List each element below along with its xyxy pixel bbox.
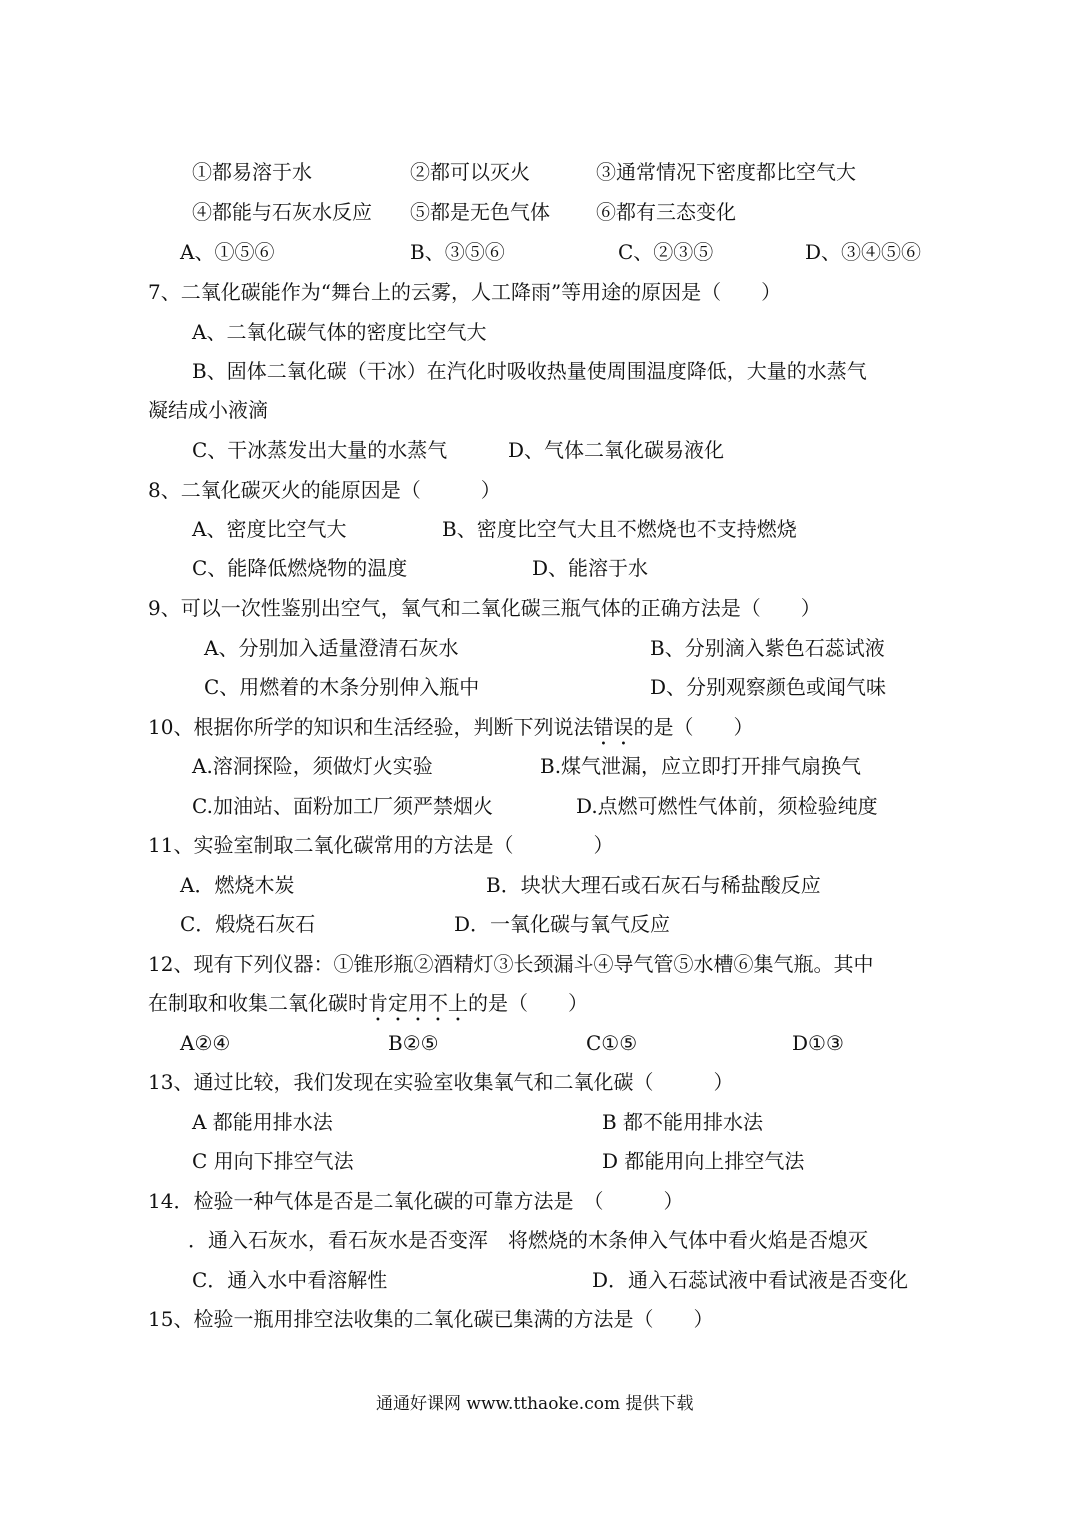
page-footer: 通通好课网 www.tthaoke.com 提供下载 [376, 1394, 694, 1414]
q10-option-c: C.加油站、面粉加工厂须严禁烟火 [192, 794, 493, 818]
q12-stem-line1: 12、现有下列仪器：①锥形瓶②酒精灯③长颈漏斗④导气管⑤水槽⑥集气瓶。其中 [148, 952, 874, 976]
q11-option-b: B．块状大理石或石灰石与稀盐酸反应 [486, 873, 821, 897]
q8-option-d: D、能溶于水 [532, 556, 649, 580]
q10-stem-post: 的是（ ） [633, 715, 754, 739]
q12-option-d: D①③ [792, 1031, 844, 1055]
q10-option-a: A.溶洞探险，须做灯火实验 [192, 754, 433, 778]
q12-stem-line2-post: 的是（ ） [468, 991, 588, 1015]
q13-options-cd [192, 1149, 912, 1173]
q12-option-b: B②⑤ [388, 1031, 439, 1055]
q6-options [180, 240, 940, 264]
q14-options-ab: ．通入石灰水，看石灰水是否变浑 将燃烧的木条伸入气体中看火焰是否熄灭 [188, 1228, 868, 1252]
q11-option-a: A．燃烧木炭 [180, 873, 295, 897]
q10-options-ab [192, 754, 912, 778]
q9-option-c: C、用燃着的木条分别伸入瓶中 [204, 675, 480, 699]
q13-option-c: C 用向下排空气法 [192, 1149, 354, 1173]
q9-option-b: B、分别滴入紫色石蕊试液 [650, 636, 885, 660]
q9-stem: 9、可以一次性鉴别出空气，氧气和二氧化碳三瓶气体的正确方法是（ ） [148, 596, 821, 620]
q12-option-c: C①⑤ [586, 1031, 638, 1055]
q10-stem-emphasis: 错误 [593, 715, 634, 739]
q6-option-d: D、③④⑤⑥ [805, 240, 922, 264]
q7-stem: 7、二氧化碳能作为“舞台上的云雾，人工降雨”等用途的原因是（ ） [148, 280, 782, 304]
q13-option-b: B 都不能用排水法 [602, 1110, 764, 1134]
q8-options-ab [192, 517, 892, 541]
q10-option-b: B.煤气泄漏，应立即打开排气扇换气 [540, 754, 862, 778]
q7-option-c: C、干冰蒸发出大量的水蒸气 [192, 438, 448, 462]
q9-option-a: A、分别加入适量澄清石灰水 [204, 636, 459, 660]
q14-option-d: D．通入石蕊试液中看试液是否变化 [592, 1268, 909, 1292]
q13-options-ab [192, 1110, 912, 1134]
q11-option-d: D．一氧化碳与氧气反应 [454, 912, 671, 936]
q15-stem: 15、检验一瓶用排空法收集的二氧化碳已集满的方法是（ ） [148, 1307, 714, 1331]
q13-option-d: D 都能用向上排空气法 [602, 1149, 805, 1173]
q9-option-d: D、分别观察颜色或闻气味 [650, 675, 887, 699]
q7-option-b-line2: 凝结成小液滴 [148, 398, 268, 422]
q11-options-ab [180, 873, 900, 897]
q12-options [180, 1031, 900, 1055]
q6-option-b: B、③⑤⑥ [410, 240, 505, 264]
q9-options-cd [204, 675, 924, 699]
q11-options-cd [180, 912, 900, 936]
q8-options-cd [192, 556, 892, 580]
q9-options-ab [204, 636, 924, 660]
q8-option-c: C、能降低燃烧物的温度 [192, 556, 408, 580]
q6-option-a: A、①⑤⑥ [180, 240, 275, 264]
q13-option-a: A 都能用排水法 [192, 1110, 333, 1134]
q12-stem-emphasis: 肯定用不上 [368, 991, 468, 1015]
q6-row1 [192, 160, 892, 184]
q6-option-c: C、②③⑤ [618, 240, 714, 264]
q6-stmt-6: ⑥都有三态变化 [596, 200, 736, 224]
q6-stmt-4: ④都能与石灰水反应 [192, 200, 372, 224]
q10-stem-pre: 10、根据你所学的知识和生活经验，判断下列说法 [148, 715, 594, 739]
q12-stem-line2-pre: 在制取和收集二氧化碳时 [148, 991, 368, 1015]
q14-options-cd [192, 1268, 932, 1292]
q7-option-d: D、气体二氧化碳易液化 [508, 438, 725, 462]
q14-option-c: C．通入水中看溶解性 [192, 1268, 388, 1292]
q14-stem: 14．检验一种气体是否是二氧化碳的可靠方法是 （ ） [148, 1189, 684, 1213]
q12-stem-line2 [148, 991, 588, 1015]
q11-option-c: C．煅烧石灰石 [180, 912, 316, 936]
q6-stmt-1: ①都易溶于水 [192, 160, 312, 184]
q6-stmt-2: ②都可以灭火 [410, 160, 530, 184]
q7-option-b-line1: B、固体二氧化碳（干冰）在汽化时吸收热量使周围温度降低，大量的水蒸气 [192, 359, 867, 383]
q8-option-a: A、密度比空气大 [192, 517, 347, 541]
q13-stem: 13、通过比较，我们发现在实验室收集氧气和二氧化碳（ ） [148, 1070, 734, 1094]
q7-options-cd [192, 438, 892, 462]
q10-options-cd [192, 794, 912, 818]
q6-row2 [192, 200, 892, 224]
q12-option-a: A②④ [180, 1031, 231, 1055]
q6-stmt-3: ③通常情况下密度都比空气大 [596, 160, 856, 184]
q6-stmt-5: ⑤都是无色气体 [410, 200, 550, 224]
q11-stem: 11、实验室制取二氧化碳常用的方法是（ ） [148, 833, 614, 857]
q7-option-a: A、二氧化碳气体的密度比空气大 [192, 320, 487, 344]
q10-stem [148, 715, 753, 739]
q8-option-b: B、密度比空气大且不燃烧也不支持燃烧 [442, 517, 797, 541]
q10-option-d: D.点燃可燃性气体前，须检验纯度 [576, 794, 878, 818]
q8-stem: 8、二氧化碳灭火的能原因是（ ） [148, 478, 501, 502]
